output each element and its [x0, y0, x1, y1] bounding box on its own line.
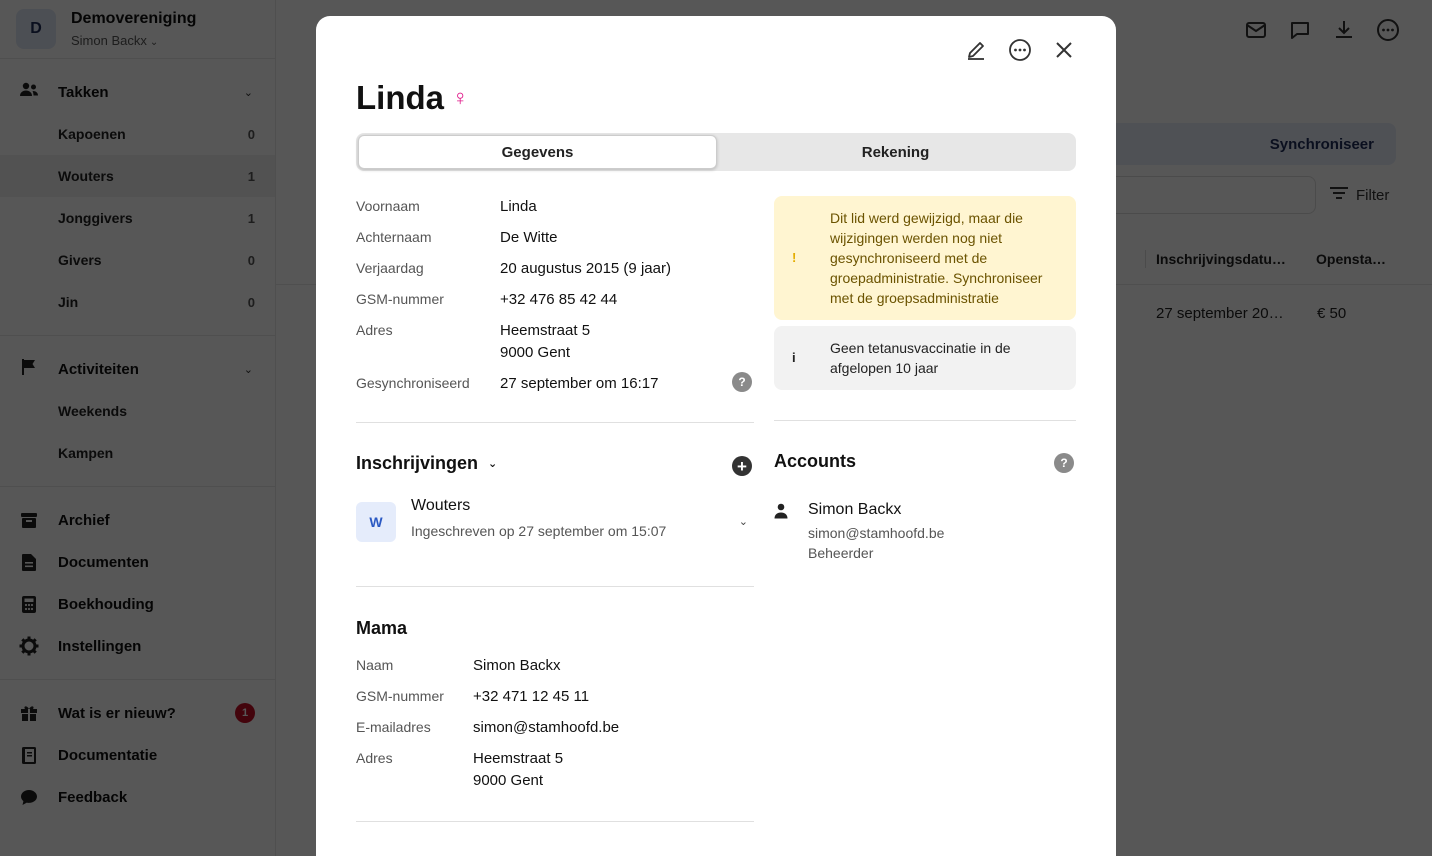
user-icon	[774, 501, 794, 524]
detail-row	[356, 258, 754, 289]
detail-value: 20 augustus 2015 (9 jaar)	[500, 260, 671, 277]
chevron-down-icon: ⌄	[488, 458, 498, 470]
parent-title: Mama	[356, 618, 408, 638]
detail-label: Achternaam	[356, 229, 432, 245]
accounts-header	[774, 451, 1076, 475]
detail-row	[356, 289, 754, 320]
detail-value: +32 476 85 42 44	[500, 291, 618, 308]
divider	[356, 586, 754, 587]
registration-item[interactable]	[356, 497, 754, 542]
member-modal	[316, 16, 1116, 856]
detail-row	[356, 227, 754, 258]
detail-value	[500, 320, 590, 373]
more-options-icon[interactable]	[1008, 38, 1032, 62]
parent-details	[356, 655, 754, 801]
warning-text: Dit lid werd gewijzigd, maar die wijzigingen werden nog niet gesynchroniseerd met de groepadministratie. Synchroniseer met de groepsadministratie	[830, 210, 1043, 306]
address-line-2: 9000 Gent	[473, 772, 544, 789]
registrations-header	[356, 453, 754, 477]
sync-warning	[774, 196, 1076, 320]
detail-row	[356, 373, 754, 404]
member-title	[356, 79, 469, 117]
accounts-title: Accounts	[774, 451, 857, 471]
parent-value	[473, 748, 563, 801]
modal-actions	[964, 38, 1076, 62]
parent-row	[356, 655, 754, 686]
parent-label: GSM-nummer	[356, 688, 444, 704]
registration-date: Ingeschreven op 27 september om 15:07	[411, 523, 667, 539]
parent-label: Adres	[356, 750, 393, 766]
chevron-down-icon[interactable]: ⌄	[738, 516, 748, 528]
parent-label: E-mailadres	[356, 719, 431, 735]
member-name: Linda	[356, 79, 444, 116]
detail-label: Voornaam	[356, 198, 420, 214]
detail-row	[356, 320, 754, 373]
address-line-1: Heemstraat 5	[473, 750, 564, 767]
detail-label: Verjaardag	[356, 260, 424, 276]
detail-label: Adres	[356, 322, 393, 338]
details-column	[356, 196, 754, 822]
detail-label: GSM-nummer	[356, 291, 444, 307]
info-icon: i	[792, 350, 796, 365]
add-registration-icon[interactable]: +	[732, 456, 752, 476]
parent-value: Simon Backx	[473, 657, 561, 674]
parent-row	[356, 748, 754, 801]
female-icon: ♀	[452, 85, 469, 110]
address-line-2: 9000 Gent	[500, 344, 571, 361]
detail-row	[356, 196, 754, 227]
parent-row	[356, 686, 754, 717]
registrations-toggle[interactable]	[356, 453, 754, 474]
account-name: Simon Backx	[808, 501, 902, 518]
parent-email[interactable]: simon@stamhoofd.be	[473, 719, 620, 736]
account-item	[774, 501, 1076, 561]
detail-value: Linda	[500, 198, 537, 215]
address-line-1: Heemstraat 5	[500, 322, 591, 339]
warning-icon: !	[792, 250, 797, 265]
info-column	[774, 196, 1076, 561]
registration-group: Wouters	[411, 497, 471, 514]
group-avatar: W	[356, 502, 396, 542]
help-icon[interactable]: ?	[732, 372, 752, 392]
section-title: Inschrijvingen	[356, 453, 479, 473]
tab-gegevens[interactable]: Gegevens	[358, 135, 717, 169]
divider	[356, 821, 754, 822]
divider	[774, 420, 1076, 421]
divider	[356, 422, 754, 423]
tab-rekening[interactable]: Rekening	[861, 143, 930, 161]
info-text: Geen tetanusvaccinatie in de afgelopen 10 jaar	[830, 340, 1011, 376]
help-icon[interactable]: ?	[1054, 453, 1074, 473]
parent-row	[356, 717, 754, 748]
account-role: Beheerder	[808, 545, 874, 561]
detail-value: 27 september om 16:17	[500, 375, 659, 392]
tab-bar	[356, 133, 1076, 171]
parent-label: Naam	[356, 657, 394, 673]
account-email: simon@stamhoofd.be	[808, 525, 945, 541]
parent-value: +32 471 12 45 11	[473, 688, 590, 705]
detail-value: De Witte	[500, 229, 558, 246]
detail-label: Gesynchroniseerd	[356, 375, 470, 391]
info-note	[774, 326, 1076, 390]
edit-icon[interactable]	[964, 38, 988, 62]
close-icon[interactable]	[1052, 38, 1076, 62]
